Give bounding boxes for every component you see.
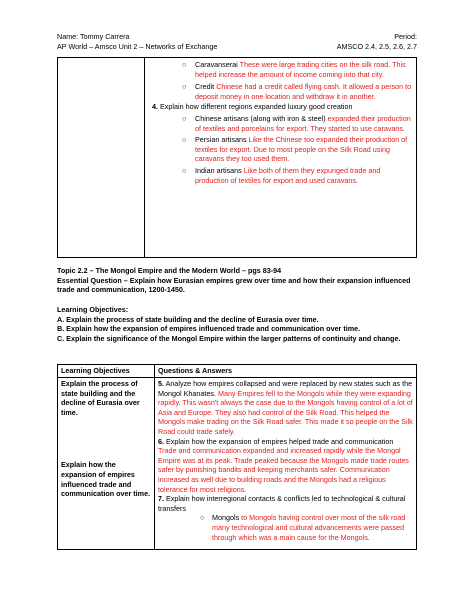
indian-artisans-item: ○ Indian artisans Like both of them they expunged trade and production of textiles for export and used caravans.	[182, 165, 381, 185]
question-4: 4. Explain how different regions expanded luxury good creation	[152, 102, 353, 112]
bullet-circle-icon: ○	[182, 165, 187, 175]
topic-title: Topic 2.2 – The Mongol Empire and the Modern World – pgs 83-94	[57, 266, 282, 275]
objectives-cell	[58, 378, 155, 550]
credit-item: ○ Credit Chinese had a credit called flying cash. It allowed a person to deposit money in one location and withdraw it in another.	[182, 82, 412, 101]
caravanserai-item: ○ Caravanserai These were large trading cities on the silk road. This helped increase the amount of income coming into that city.	[182, 60, 406, 79]
question-5: 5. Analyze how empires collapsed and were replaced by new states such as the Mongol Khanates. Many Empires fell to the Mongols while they were expanding rapidly. This wasn't always the case due to the Mongols having control of a lot of Asia and Europe. They also had control of the Silk Road. This helped the Mongols make trading on the Silk Road safer. This made it so people on the Silk Road could trade safely.	[158, 379, 413, 436]
essential-question: Essential Question – Explain how Eurasian empires grew over time and how their expansion influenced trade and communication, 1200-1450.	[57, 275, 411, 295]
bullet-circle-icon: ○	[182, 135, 187, 145]
bullet-circle-icon: ○	[200, 513, 205, 523]
column-header-objectives: Learning Objectives	[58, 365, 155, 378]
learning-objective-1: Explain the process of state building and the decline of Eurasia over time.	[61, 379, 140, 417]
notes-table-continued	[57, 57, 417, 258]
mongols-item: ○ Mongols to Mongols having control over most of the silk road many technological and cultural advancements were passed through which was a main cause for the Mongols.	[200, 513, 406, 542]
objectives-heading: Learning Objectives:	[57, 305, 129, 314]
objective-a: A. Explain the process of state building and the decline of Eurasia over time.	[57, 314, 319, 324]
answer-6: Trade and communication expanded and increased rapidly while the Mongol Empire was at its peak. Trade peaked because the Mongols made trade routes safer by punishing bandits and keeping merchants safer. Communication increased as well due to building roads and the Mongols had a religious tolerance for most religions.	[158, 446, 409, 494]
period-label: Period:	[394, 32, 417, 41]
student-name: Name: Tommy Carrera	[57, 32, 130, 41]
course-title: AP World – Amsco Unit 2 – Networks of Exchange	[57, 42, 218, 51]
objective-c: C. Explain the significance of the Mongol Empire within the larger patterns of continuity and change.	[57, 333, 401, 343]
learning-objective-2: Explain how the expansion of empires influenced trade and communication over time.	[61, 460, 151, 499]
objective-b: B. Explain how the expansion of empires influenced trade and communication over time.	[57, 324, 361, 334]
bullet-circle-icon: ○	[182, 113, 187, 123]
answers-cell	[155, 378, 417, 550]
bullet-circle-icon: ○	[182, 82, 187, 92]
persian-artisans-item: ○ Persian artisans Like the Chinese too expanded their production of textiles for export. Due to most people on the Silk Road using caravans they too used them.	[182, 135, 408, 164]
column-header-questions: Questions & Answers	[155, 365, 417, 378]
amsco-sections: AMSCO 2.4, 2.5, 2.6, 2.7	[336, 42, 417, 51]
notes-table	[57, 364, 417, 550]
page-header	[57, 32, 417, 52]
topic-section	[57, 266, 417, 295]
chinese-artisans-item: ○ Chinese artisans (along with iron & steel) expanded their production of textiles and porcelains for export. They started to use caravans.	[182, 113, 411, 133]
question-7: 7. Explain how interregional contacts & conflicts led to technological & cultural transfers	[158, 494, 406, 513]
answers-cell	[145, 58, 417, 258]
question-6: 6. Explain how the expansion of empires helped trade and communication	[158, 436, 394, 446]
bullet-circle-icon: ○	[182, 60, 187, 69]
objectives-cell-empty	[58, 58, 145, 258]
learning-objectives	[57, 305, 417, 343]
